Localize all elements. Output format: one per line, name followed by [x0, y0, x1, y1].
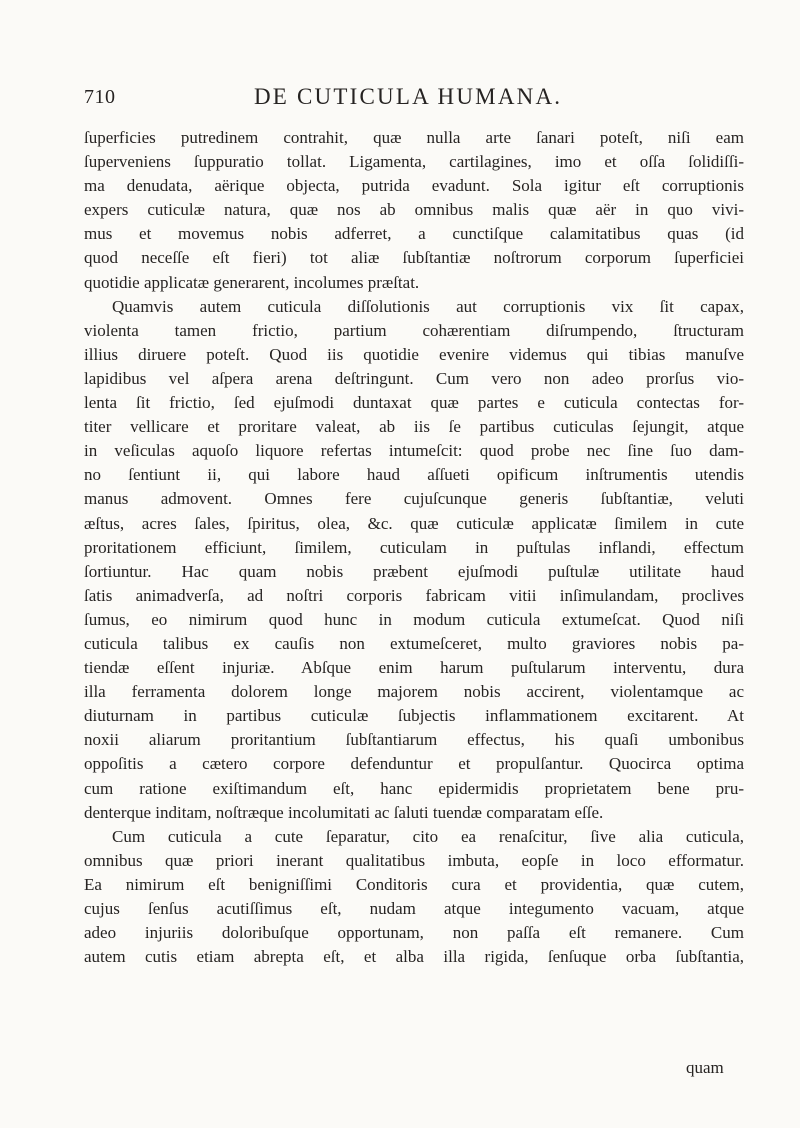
running-head: [84, 84, 744, 114]
text-line: illa ferramenta dolorem longe majorem nobis accirent, violentamque ac: [84, 682, 744, 702]
text-line: ſumus, eo nimirum quod hunc in modum cuticula extumeſcat. Quod niſi: [84, 609, 744, 629]
text-line: illius diruere poteſt. Quod iis quotidie evenire videmus qui tibias manuſve: [84, 344, 744, 364]
text-line: proritationem efficiunt, ſimilem, cuticulam in puſtulas inflandi, effectum: [84, 537, 744, 557]
text-line: oppoſitis a cætero corpore defenduntur et propulſantur. Quocirca optima: [84, 754, 744, 774]
text-line: quod neceſſe eſt fieri) tot aliæ ſubſtantiæ noſtrorum corporum ſuperficiei: [84, 248, 744, 268]
text-line: cujus ſenſus acutiſſimus eſt, nudam atque integumento vacuam, atque: [84, 899, 744, 918]
text-line: ſuperveniens ſuppuratio tollat. Ligamenta, cartilagines, imo et oſſa ſolidiſſi-: [84, 152, 744, 172]
text-line: titer vellicare et proritare valeat, ab iis ſe partibus cuticulas ſejungit, atque: [84, 417, 744, 437]
text-line: manus admovent. Omnes fere cujuſcunque generis ſubſtantiæ, veluti: [84, 489, 744, 509]
text-line: æſtus, acres ſales, ſpiritus, olea, &c. quæ cuticulæ applicatæ ſimilem in cute: [84, 513, 744, 533]
body-text: [84, 126, 744, 969]
text-line: lenta ſit frictio, ſed ejuſmodi duntaxat quæ partes e cuticula contectas for-: [84, 393, 744, 413]
text-line: denterque inditam, noſtræque incolumitati ac ſaluti tuendæ comparatam eſſe.: [84, 802, 604, 822]
text-line: Ea nimirum eſt benigniſſimi Conditoris cura et providentia, quæ cutem,: [84, 874, 744, 894]
page-number: 710: [84, 86, 116, 108]
text-line: violenta tamen frictio, partium cohærentiam diſrumpendo, ſtructuram: [84, 320, 744, 340]
text-line: ſortiuntur. Hac quam nobis præbent ejuſmodi puſtulæ utilitate haud: [84, 561, 744, 581]
text-line: ma denudata, aërique objecta, putrida evadunt. Sola igitur eſt corruptionis: [84, 176, 744, 196]
text-line: ſatis animadverſa, ad noſtri corporis fabricam vitii inſimulandam, proclives: [84, 585, 744, 605]
text-line: in veſiculas aquoſo liquore refertas intumeſcit: quod probe nec ſine ſuo dam-: [84, 441, 744, 461]
text-line: diuturnam in partibus cuticulæ ſubjectis inflammationem excitarent. At: [84, 706, 744, 726]
text-line: ſuperficies putredinem contrahit, quæ nulla arte ſanari poteſt, niſi eam: [84, 128, 744, 147]
text-line: Quamvis autem cuticula diſſolutionis aut corruptionis vix ſit capax,: [112, 296, 744, 316]
text-line: quotidie applicatæ generarent, incolumes præſtat.: [84, 272, 420, 292]
text-line: autem cutis etiam abrepta eſt, et alba illa rigida, ſenſuque orba ſubſtantia,: [84, 947, 744, 967]
text-line: omnibus quæ priori inerant qualitatibus imbuta, eopſe in loco efformatur.: [84, 850, 744, 870]
text-line: adeo injuriis doloribuſque opportunam, non paſſa eſt remanere. Cum: [84, 923, 744, 943]
text-line: lapidibus vel aſpera arena deſtringunt. Cum vero non adeo prorſus vio-: [84, 368, 744, 388]
text-line: Cum cuticula a cute ſeparatur, cito ea renaſcitur, ſive alia cuticula,: [112, 826, 744, 846]
text-line: no ſentiunt ii, qui labore haud aſſueti opificum inſtrumentis utendis: [84, 465, 744, 485]
catchword: quam: [686, 1058, 724, 1077]
text-line: tiendæ eſſent injuriæ. Abſque enim harum puſtularum interventu, dura: [84, 658, 744, 678]
text-line: cuticula talibus ex cauſis non extumeſceret, multo graviores nobis pa-: [84, 633, 744, 653]
running-title: DE CUTICULA HUMANA.: [254, 84, 563, 109]
text-line: expers cuticulæ natura, quæ nos ab omnibus malis quæ aër in quo vivi-: [84, 200, 744, 220]
text-line: cum ratione exiſtimandum eſt, hanc epidermidis proprietatem bene pru-: [84, 778, 744, 798]
text-line: mus et movemus nobis adferret, a cunctiſque calamitatibus quas (id: [84, 224, 744, 244]
text-line: noxii aliarum proritantium ſubſtantiarum effectus, his quaſi umbonibus: [84, 730, 744, 750]
